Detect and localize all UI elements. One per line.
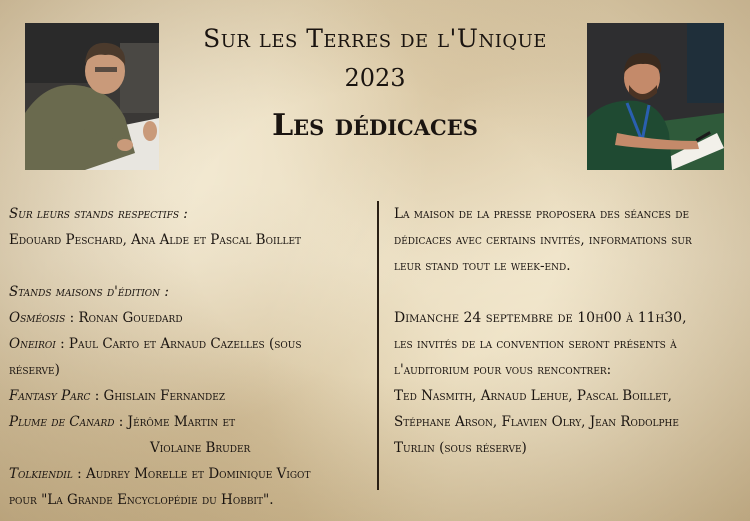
publisher-authors: Jérôme Martin et (127, 414, 236, 430)
sunday-line: Dimanche 24 septembre de 10h00 à 11h30, (394, 310, 687, 326)
invites-line: Turlin (sous réserve) (394, 440, 527, 456)
invites-line: Ted Nasmith, Arnaud Lehue, Pascal Boillet, (394, 388, 672, 404)
presse-line: dédicaces avec certains invités, informations sur (394, 232, 692, 248)
publisher-authors: Paul Carto et Arnaud Cazelles (sous (68, 336, 302, 352)
publisher-name: Tolkiendil (9, 466, 73, 482)
invites-line: l'auditorium pour vous rencontrer: (394, 362, 612, 378)
publisher-entry: Tolkiendil : Audrey Morelle et Dominique Vigot (9, 466, 311, 482)
poster-subtitle: Les dédicaces (272, 108, 478, 143)
publisher-name: Oneiroi (9, 336, 56, 352)
poster-title: Sur les Terres de l'Unique (203, 24, 547, 53)
invites-line: Stéphane Arson, Flavien Olry, Jean Rodolphe (394, 414, 679, 430)
poster-year: 2023 (344, 64, 406, 92)
invites-line: les invités de la convention seront présents à (394, 336, 677, 352)
column-divider (377, 201, 379, 490)
publisher-name: Fantasy Parc (9, 388, 91, 404)
spacer (394, 279, 738, 305)
publisher-authors-continuation: Violaine Bruder (150, 440, 251, 456)
presse-line: La maison de la presse proposera des séances de (394, 206, 690, 222)
publisher-name: Plume de Canard (9, 414, 115, 430)
left-column (9, 201, 364, 513)
publisher-authors-continuation: réserve) (9, 362, 60, 378)
stands-names: Edouard Peschard, Ana Alde et Pascal Boillet (9, 232, 302, 248)
publisher-authors-continuation: pour "La Grande Encyclopédie du Hobbit". (9, 492, 274, 508)
publisher-entry: Osméosis : Ronan Gouedard (9, 310, 183, 326)
publishers-heading: Stands maisons d'édition : (9, 284, 169, 300)
stands-heading: Sur leurs stands respectifs : (9, 206, 188, 222)
publisher-entry: Fantasy Parc : Ghislain Fernandez (9, 388, 226, 404)
publisher-name: Osméosis (9, 310, 66, 326)
right-column (394, 201, 738, 461)
publisher-entry: Plume de Canard : Jérôme Martin et (9, 414, 236, 430)
publisher-entry: Oneiroi : Paul Carto et Arnaud Cazelles (sous (9, 336, 302, 352)
publisher-authors: Audrey Morelle et Dominique Vigot (85, 466, 311, 482)
publisher-authors: Ronan Gouedard (78, 310, 183, 326)
presse-line: leur stand tout le week-end. (394, 258, 571, 274)
spacer (9, 253, 364, 279)
publisher-authors: Ghislain Fernandez (103, 388, 226, 404)
